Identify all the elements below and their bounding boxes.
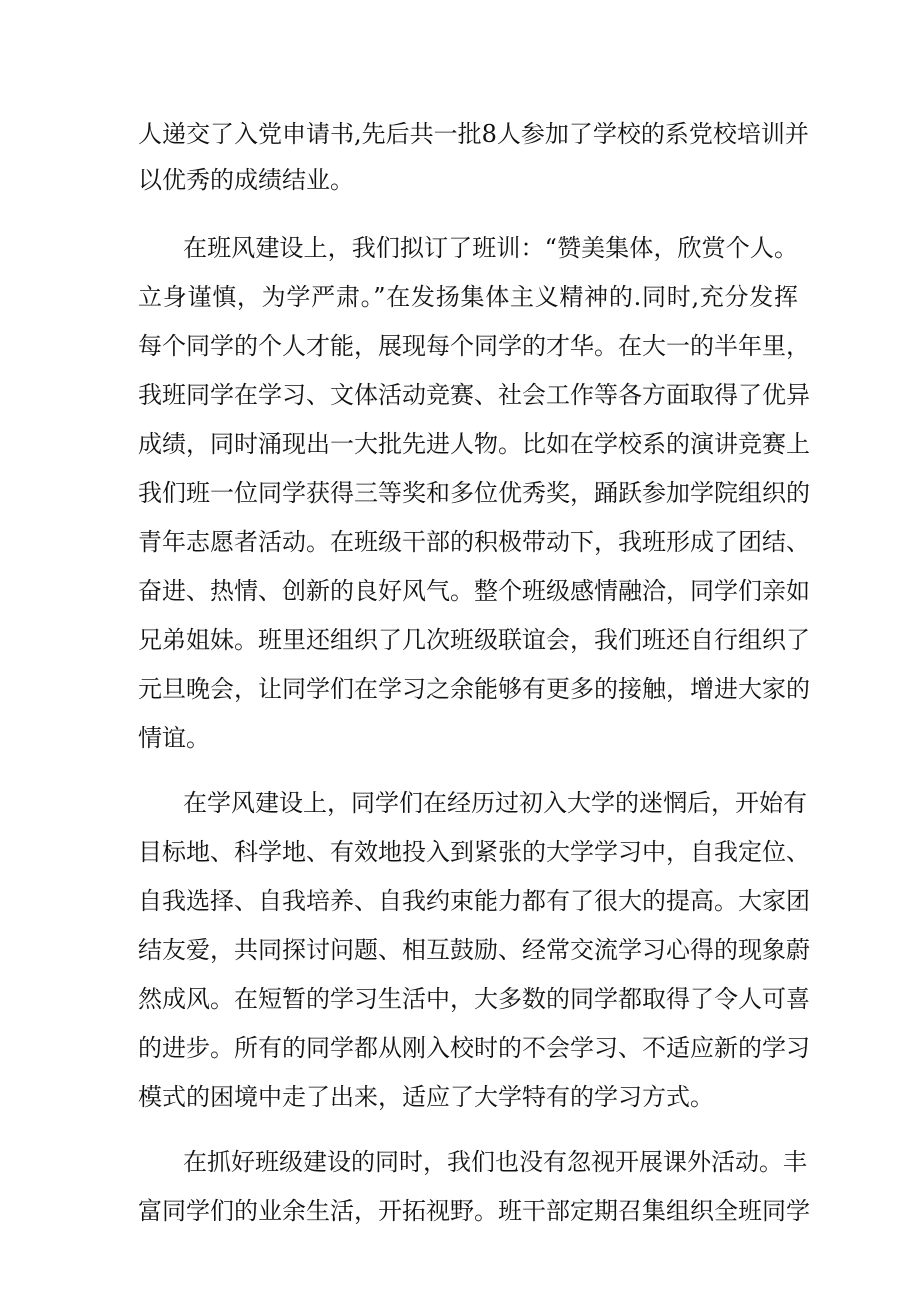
text-line: 元旦晚会，让同学们在学习之余能够有更多的接触，增进大家的 (138, 675, 810, 703)
text-line: 的进步。所有的同学都从刚入校时的不会学习、不适应新的学习 (138, 1034, 810, 1062)
paragraph-first-line: 在抓好班级建设的同时，我们也没有忽视开展课外活动。丰 (183, 1148, 807, 1176)
text-line: 模式的困境中走了出来，适应了大学特有的学习方式。 (138, 1083, 714, 1111)
text-line: 结友爱，共同探讨问题、相互鼓励、经常交流学习心得的现象蔚 (138, 936, 810, 964)
text-line: 奋进、热情、创新的良好风气。整个班级感情融洽，同学们亲如 (138, 577, 810, 605)
text-line: 富同学们的业余生活，开拓视野。班干部定期召集组织全班同学 (138, 1197, 810, 1225)
text-line: 兄弟姐妹。班里还组织了几次班级联谊会，我们班还自行组织了 (138, 626, 810, 654)
text-line: 每个同学的个人才能，展现每个同学的才华。在大一的半年里， (138, 332, 810, 360)
text-line: 然成风。在短暂的学习生活中，大多数的同学都取得了令人可喜 (138, 985, 810, 1013)
text-line: 我们班一位同学获得三等奖和多位优秀奖，踊跃参加学院组织的 (138, 479, 810, 507)
text-line: 自我选择、自我培养、自我约束能力都有了很大的提高。大家团 (138, 887, 810, 915)
paragraph-first-line: 在学风建设上，同学们在经历过初入大学的迷惘后，开始有 (183, 789, 807, 817)
text-line: 目标地、科学地、有效地投入到紧张的大学学习中，自我定位、 (138, 838, 810, 866)
paragraph-first-line: 在班风建设上，我们拟订了班训：“赞美集体，欣赏个人。 (183, 234, 798, 262)
text-line: 以优秀的成绩结业。 (138, 166, 354, 194)
text-line: 情谊。 (138, 724, 210, 752)
text-line: 青年志愿者活动。在班级干部的积极带动下，我班形成了团结、 (138, 528, 810, 556)
text-line: 我班同学在学习、文体活动竞赛、社会工作等各方面取得了优异 (138, 381, 810, 409)
text-line: 人递交了入党申请书,先后共一批8人参加了学校的系党校培训并 (138, 120, 809, 148)
text-line: 成绩，同时涌现出一大批先进人物。比如在学校系的演讲竞赛上 (138, 430, 810, 458)
text-line: 立身谨慎，为学严肃。”在发扬集体主义精神的.同时,充分发挥 (138, 283, 798, 311)
